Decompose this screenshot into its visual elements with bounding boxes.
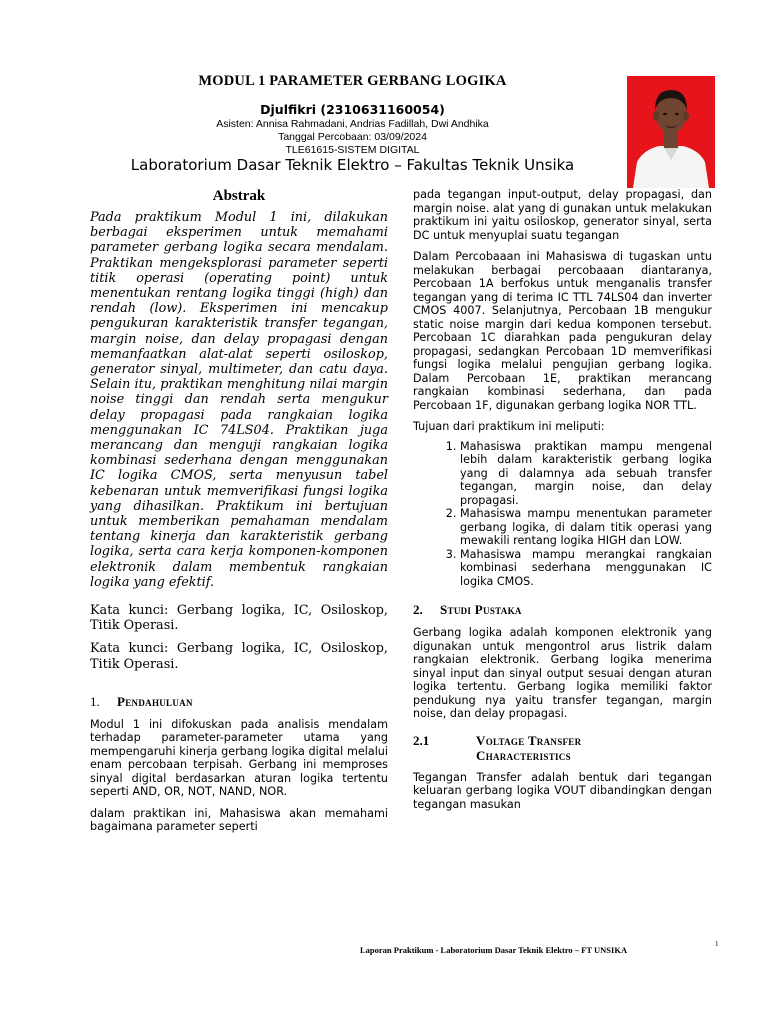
subsection-number: 2.1 [413,732,430,748]
section-number: 2. [413,602,423,617]
intro-paragraph-continued: pada tegangan input-output, delay propagasi, dan margin noise. alat yang di gunakan untuk melakukan praktikum ini yaitu osiloskop, generator sinyal, serta DC untuk menyuplai suatu tegangan [413,188,712,242]
course-code: TLE61615-SISTEM DIGITAL [285,144,420,156]
intro-paragraph: dalam praktikan ini, Mahasiswa akan memahami bagaimana parameter seperti [90,806,388,834]
author-photo [627,76,715,188]
abstract-heading: Abstrak [212,188,266,204]
keywords-line: Kata kunci: Gerbang logika, IC, Osiloskop, Titik Operasi. [90,603,388,634]
subsection-title: Voltage Transfer Characteristics [476,732,582,763]
keywords-line-repeat: Kata kunci: Gerbang logika, IC, Osiloskop, Titik Operasi. [90,641,388,672]
left-column [90,188,388,834]
page-number: 1 [715,940,719,948]
paper-title: MODUL 1 PARAMETER GERBANG LOGIKA [198,73,507,89]
right-column [413,188,712,811]
lab-affiliation: Laboratorium Dasar Teknik Elektro – Fakultas Teknik Unsika [130,156,575,174]
section-title: Studi Pustaka [440,602,522,617]
goals-list [413,440,712,589]
intro-paragraph: Tujuan dari praktikum ini meliputi: [413,420,605,433]
assistants-line: Asisten: Annisa Rahmadani, Andrias Fadillah, Dwi Andhika [216,118,489,130]
section-heading-introduction [90,694,388,710]
subsection-heading-vtc [413,733,712,763]
section-heading-literature [413,602,712,618]
list-item: 1. Mahasiswa praktikan mampu mengenal lebih dalam karakteristik gerbang logika yang di dalamnya ada sebuah transfer tegangan, margin noise, dan delay propagasi. [460,440,712,508]
experiment-date: Tanggal Percobaan: 03/09/2024 [278,131,427,143]
abstract-body: Pada praktikum Modul 1 ini, dilakukan berbagai eksperimen untuk memahami parameter gerbang logika secara mendalam. Praktikan mengeksplorasi parameter seperti titik operasi (operating point) untuk menentukan rentang logika tinggi (high) dan rendah (low). Eksperimen ini mencakup pengukuran karakteristik transfer tegangan, margin noise, dan delay propagasi dengan memanfaatkan alat-alat seperti osiloskop, generator sinyal, multimeter, dan catu daya. Selain itu, praktikan menghitung nilai margin noise tinggi dan rendah serta mengukur delay propagasi pada rangkaian logika menggunakan IC 74LS04. Praktikan juga merancang dan menguji rangkaian logika kombinasi sederhana dengan menggunakan IC logika CMOS, serta menyusun tabel kebenaran untuk memverifikasi fungsi logika yang dihasilkan. Praktikum ini bertujuan untuk memberikan pemahaman mendalam tentang kinerja dan karakteristik gerbang logika, serta cara kerja komponen-komponen elektronik dalam membentuk rangkaian logika yang efektif. [90,210,388,590]
intro-paragraph: Modul 1 ini difokuskan pada analisis mendalam terhadap parameter-parameter utama yang mempengaruhi kinerja gerbang logika digital melalui enam percobaan terpisah. Gerbang ini memproses sinyal digital berdasarkan aturan logika tertentu seperti AND, OR, NOT, NAND, NOR. [90,717,388,799]
page-footer: Laporan Praktikum - Laboratorium Dasar Teknik Elektro – FT UNSIKA [360,945,628,955]
section-number: 1. [90,693,100,709]
literature-paragraph: Gerbang logika adalah komponen elektronik yang digunakan untuk mengontrol arus listrik dalam rangkaian elektronik. Gerbang logika menerima sinyal input dan sinyal output sesuai dengan aturan logika tertentu. Gerbang logika memiliki faktor pendukung nya yaitu transfer tegangan, margin noise, dan delay propagasi. [413,626,712,720]
vtc-paragraph: Tegangan Transfer adalah bentuk dari tegangan keluaran gerbang logika VOUT dibandingkan dengan tegangan masukan [413,770,712,811]
intro-paragraph: Dalam Percobaaan ini Mahasiswa di tugaskan untu melakukan berbagai percobaaan diantaranya, Percobaan 1A berfokus untuk menganalis transfer tegangan yang di terima IC TTL 74LS04 dan inverter CMOS 4007. Selanjutnya, Percobaan 1B mengukur static noise margin dari kedua komponen tersebut. Percobaan 1C diarahkan pada pengukuran delay propagasi, sedangkan Percobaan 1D memverifikasi fungsi logika melalui pengujian gerbang logika. Dalam Percobaan 1E, praktikan merancang rangkaian kombinasi sederhana, dan pada Percobaan 1F, digunakan gerbang logika NOR TTL. [413,250,712,412]
list-item: 2. Mahasiswa mampu menentukan parameter gerbang logika, di dalam titik operasi yang mewakili rentang logika HIGH dan LOW. [460,507,712,548]
list-item: 3. Mahasiswa mampu merangkai rangkaian kombinasi sederhana menggunakan IC logika CMOS. [460,548,712,589]
author-name: Djulfikri (2310631160054) [260,102,445,117]
section-title: Pendahuluan [117,693,193,709]
